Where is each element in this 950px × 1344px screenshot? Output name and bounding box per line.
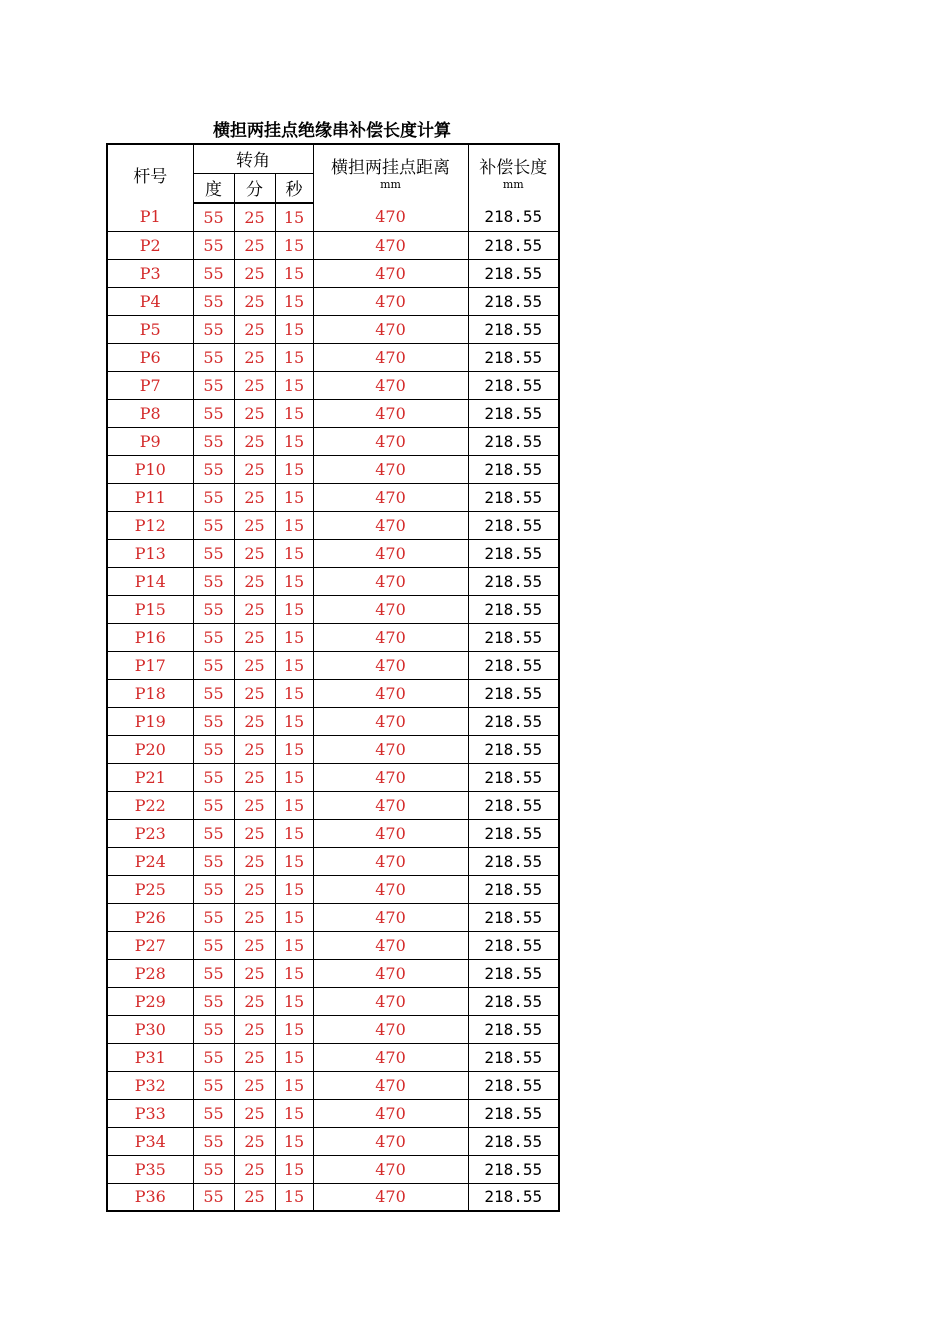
distance-cell: 470 [313, 903, 468, 931]
pole-id-cell: P17 [107, 651, 193, 679]
degree-cell: 55 [193, 903, 234, 931]
table-row [107, 1183, 559, 1211]
pole-id-cell: P2 [107, 231, 193, 259]
distance-cell: 470 [313, 595, 468, 623]
pole-id-cell: P21 [107, 763, 193, 791]
pole-id-cell: P24 [107, 847, 193, 875]
compensation-cell: 218.55 [468, 1099, 559, 1127]
table-row [107, 651, 559, 679]
compensation-cell: 218.55 [468, 1127, 559, 1155]
minute-cell: 25 [234, 651, 275, 679]
table-row [107, 427, 559, 455]
minute-cell: 25 [234, 987, 275, 1015]
pole-id-cell: P9 [107, 427, 193, 455]
second-cell: 15 [275, 203, 313, 231]
compensation-cell: 218.55 [468, 819, 559, 847]
pole-id-cell: P29 [107, 987, 193, 1015]
second-cell: 15 [275, 259, 313, 287]
second-cell: 15 [275, 791, 313, 819]
compensation-table [106, 143, 560, 1212]
distance-cell: 470 [313, 819, 468, 847]
pole-id-cell: P6 [107, 343, 193, 371]
second-cell: 15 [275, 315, 313, 343]
compensation-cell: 218.55 [468, 455, 559, 483]
minute-cell: 25 [234, 1155, 275, 1183]
second-cell: 15 [275, 1099, 313, 1127]
degree-cell: 55 [193, 455, 234, 483]
table-body [107, 203, 559, 1211]
distance-cell: 470 [313, 1183, 468, 1211]
minute-cell: 25 [234, 231, 275, 259]
compensation-cell: 218.55 [468, 651, 559, 679]
minute-cell: 25 [234, 203, 275, 231]
minute-cell: 25 [234, 511, 275, 539]
degree-cell: 55 [193, 763, 234, 791]
compensation-cell: 218.55 [468, 539, 559, 567]
pole-id-cell: P10 [107, 455, 193, 483]
degree-cell: 55 [193, 623, 234, 651]
compensation-cell: 218.55 [468, 231, 559, 259]
pole-id-cell: P15 [107, 595, 193, 623]
distance-cell: 470 [313, 567, 468, 595]
degree-cell: 55 [193, 931, 234, 959]
second-cell: 15 [275, 343, 313, 371]
sheet-title: 横担两挂点绝缘串补偿长度计算 [213, 121, 451, 141]
distance-cell: 470 [313, 539, 468, 567]
table-row [107, 959, 559, 987]
compensation-cell: 218.55 [468, 511, 559, 539]
table-row [107, 679, 559, 707]
degree-cell: 55 [193, 203, 234, 231]
compensation-cell: 218.55 [468, 707, 559, 735]
distance-cell: 470 [313, 1071, 468, 1099]
table-row [107, 1099, 559, 1127]
compensation-cell: 218.55 [468, 427, 559, 455]
compensation-cell: 218.55 [468, 287, 559, 315]
minute-cell: 25 [234, 679, 275, 707]
second-cell: 15 [275, 483, 313, 511]
pole-id-cell: P36 [107, 1183, 193, 1211]
second-cell: 15 [275, 1015, 313, 1043]
distance-cell: 470 [313, 651, 468, 679]
table-row [107, 203, 559, 231]
table-row [107, 343, 559, 371]
compensation-cell: 218.55 [468, 1071, 559, 1099]
degree-cell: 55 [193, 1071, 234, 1099]
header-distance [313, 144, 468, 203]
compensation-cell: 218.55 [468, 595, 559, 623]
second-cell: 15 [275, 455, 313, 483]
distance-cell: 470 [313, 427, 468, 455]
table-row [107, 231, 559, 259]
compensation-cell: 218.55 [468, 567, 559, 595]
compensation-cell: 218.55 [468, 763, 559, 791]
second-cell: 15 [275, 987, 313, 1015]
header-second: 秒 [275, 173, 313, 203]
compensation-cell: 218.55 [468, 259, 559, 287]
degree-cell: 55 [193, 567, 234, 595]
degree-cell: 55 [193, 539, 234, 567]
compensation-cell: 218.55 [468, 371, 559, 399]
degree-cell: 55 [193, 1183, 234, 1211]
minute-cell: 25 [234, 539, 275, 567]
degree-cell: 55 [193, 987, 234, 1015]
degree-cell: 55 [193, 1127, 234, 1155]
minute-cell: 25 [234, 315, 275, 343]
distance-cell: 470 [313, 1155, 468, 1183]
table-row [107, 1071, 559, 1099]
degree-cell: 55 [193, 707, 234, 735]
second-cell: 15 [275, 427, 313, 455]
second-cell: 15 [275, 567, 313, 595]
pole-id-cell: P30 [107, 1015, 193, 1043]
second-cell: 15 [275, 679, 313, 707]
second-cell: 15 [275, 819, 313, 847]
table-row [107, 875, 559, 903]
compensation-cell: 218.55 [468, 987, 559, 1015]
table-row [107, 371, 559, 399]
degree-cell: 55 [193, 315, 234, 343]
table-row [107, 511, 559, 539]
compensation-cell: 218.55 [468, 623, 559, 651]
degree-cell: 55 [193, 959, 234, 987]
degree-cell: 55 [193, 259, 234, 287]
header-compensation [468, 144, 559, 203]
header-compensation-unit: mm [502, 178, 524, 191]
degree-cell: 55 [193, 1015, 234, 1043]
distance-cell: 470 [313, 875, 468, 903]
pole-id-cell: P25 [107, 875, 193, 903]
minute-cell: 25 [234, 875, 275, 903]
distance-cell: 470 [313, 371, 468, 399]
minute-cell: 25 [234, 847, 275, 875]
pole-id-cell: P11 [107, 483, 193, 511]
pole-id-cell: P12 [107, 511, 193, 539]
distance-cell: 470 [313, 287, 468, 315]
distance-cell: 470 [313, 343, 468, 371]
second-cell: 15 [275, 875, 313, 903]
distance-cell: 470 [313, 987, 468, 1015]
compensation-cell: 218.55 [468, 1155, 559, 1183]
minute-cell: 25 [234, 623, 275, 651]
degree-cell: 55 [193, 1155, 234, 1183]
pole-id-cell: P7 [107, 371, 193, 399]
degree-cell: 55 [193, 427, 234, 455]
header-pole: 杆号 [107, 144, 193, 203]
minute-cell: 25 [234, 371, 275, 399]
table-row [107, 259, 559, 287]
minute-cell: 25 [234, 567, 275, 595]
distance-cell: 470 [313, 959, 468, 987]
second-cell: 15 [275, 707, 313, 735]
degree-cell: 55 [193, 511, 234, 539]
minute-cell: 25 [234, 399, 275, 427]
table-row [107, 735, 559, 763]
pole-id-cell: P31 [107, 1043, 193, 1071]
second-cell: 15 [275, 959, 313, 987]
distance-cell: 470 [313, 1015, 468, 1043]
header-degree: 度 [193, 173, 234, 203]
pole-id-cell: P23 [107, 819, 193, 847]
pole-id-cell: P3 [107, 259, 193, 287]
compensation-cell: 218.55 [468, 1043, 559, 1071]
minute-cell: 25 [234, 819, 275, 847]
pole-id-cell: P8 [107, 399, 193, 427]
table-row [107, 1155, 559, 1183]
table-row [107, 847, 559, 875]
degree-cell: 55 [193, 287, 234, 315]
degree-cell: 55 [193, 595, 234, 623]
pole-id-cell: P22 [107, 791, 193, 819]
second-cell: 15 [275, 287, 313, 315]
minute-cell: 25 [234, 1043, 275, 1071]
distance-cell: 470 [313, 259, 468, 287]
compensation-cell: 218.55 [468, 1015, 559, 1043]
table-row [107, 819, 559, 847]
pole-id-cell: P26 [107, 903, 193, 931]
distance-cell: 470 [313, 847, 468, 875]
header-distance-label: 横担两挂点距离 [331, 158, 451, 178]
pole-id-cell: P34 [107, 1127, 193, 1155]
second-cell: 15 [275, 651, 313, 679]
pole-id-cell: P20 [107, 735, 193, 763]
second-cell: 15 [275, 1043, 313, 1071]
minute-cell: 25 [234, 287, 275, 315]
minute-cell: 25 [234, 483, 275, 511]
minute-cell: 25 [234, 1071, 275, 1099]
compensation-cell: 218.55 [468, 203, 559, 231]
header-distance-unit: mm [380, 178, 401, 191]
compensation-cell: 218.55 [468, 959, 559, 987]
second-cell: 15 [275, 399, 313, 427]
compensation-cell: 218.55 [468, 1183, 559, 1211]
degree-cell: 55 [193, 679, 234, 707]
table-row [107, 1043, 559, 1071]
minute-cell: 25 [234, 707, 275, 735]
distance-cell: 470 [313, 1043, 468, 1071]
second-cell: 15 [275, 847, 313, 875]
distance-cell: 470 [313, 231, 468, 259]
minute-cell: 25 [234, 735, 275, 763]
distance-cell: 470 [313, 1099, 468, 1127]
second-cell: 15 [275, 371, 313, 399]
minute-cell: 25 [234, 763, 275, 791]
minute-cell: 25 [234, 259, 275, 287]
second-cell: 15 [275, 623, 313, 651]
distance-cell: 470 [313, 623, 468, 651]
second-cell: 15 [275, 1183, 313, 1211]
pole-id-cell: P19 [107, 707, 193, 735]
distance-cell: 470 [313, 511, 468, 539]
distance-cell: 470 [313, 399, 468, 427]
table-row [107, 567, 559, 595]
compensation-cell: 218.55 [468, 343, 559, 371]
pole-id-cell: P27 [107, 931, 193, 959]
table-row [107, 763, 559, 791]
minute-cell: 25 [234, 455, 275, 483]
table-row [107, 707, 559, 735]
distance-cell: 470 [313, 203, 468, 231]
minute-cell: 25 [234, 1183, 275, 1211]
pole-id-cell: P1 [107, 203, 193, 231]
pole-id-cell: P18 [107, 679, 193, 707]
pole-id-cell: P28 [107, 959, 193, 987]
degree-cell: 55 [193, 847, 234, 875]
minute-cell: 25 [234, 343, 275, 371]
second-cell: 15 [275, 539, 313, 567]
distance-cell: 470 [313, 679, 468, 707]
compensation-cell: 218.55 [468, 875, 559, 903]
header-angle: 转角 [193, 144, 313, 173]
distance-cell: 470 [313, 315, 468, 343]
distance-cell: 470 [313, 763, 468, 791]
second-cell: 15 [275, 1155, 313, 1183]
distance-cell: 470 [313, 707, 468, 735]
header-compensation-label: 补偿长度 [479, 158, 548, 178]
compensation-cell: 218.55 [468, 847, 559, 875]
minute-cell: 25 [234, 427, 275, 455]
degree-cell: 55 [193, 231, 234, 259]
table-row [107, 315, 559, 343]
table-row [107, 455, 559, 483]
table-row [107, 287, 559, 315]
pole-id-cell: P5 [107, 315, 193, 343]
table-row [107, 1127, 559, 1155]
minute-cell: 25 [234, 791, 275, 819]
second-cell: 15 [275, 931, 313, 959]
second-cell: 15 [275, 763, 313, 791]
second-cell: 15 [275, 1127, 313, 1155]
table-row [107, 1015, 559, 1043]
header-minute: 分 [234, 173, 275, 203]
distance-cell: 470 [313, 735, 468, 763]
minute-cell: 25 [234, 595, 275, 623]
pole-id-cell: P4 [107, 287, 193, 315]
degree-cell: 55 [193, 791, 234, 819]
table-row [107, 623, 559, 651]
compensation-cell: 218.55 [468, 679, 559, 707]
degree-cell: 55 [193, 735, 234, 763]
distance-cell: 470 [313, 455, 468, 483]
table-row [107, 399, 559, 427]
distance-cell: 470 [313, 931, 468, 959]
minute-cell: 25 [234, 1127, 275, 1155]
degree-cell: 55 [193, 399, 234, 427]
degree-cell: 55 [193, 875, 234, 903]
degree-cell: 55 [193, 819, 234, 847]
degree-cell: 55 [193, 1043, 234, 1071]
pole-id-cell: P33 [107, 1099, 193, 1127]
second-cell: 15 [275, 595, 313, 623]
second-cell: 15 [275, 735, 313, 763]
degree-cell: 55 [193, 371, 234, 399]
table-row [107, 903, 559, 931]
table-row [107, 483, 559, 511]
second-cell: 15 [275, 903, 313, 931]
compensation-cell: 218.55 [468, 315, 559, 343]
minute-cell: 25 [234, 931, 275, 959]
table-row [107, 987, 559, 1015]
degree-cell: 55 [193, 483, 234, 511]
degree-cell: 55 [193, 343, 234, 371]
pole-id-cell: P35 [107, 1155, 193, 1183]
minute-cell: 25 [234, 959, 275, 987]
compensation-cell: 218.55 [468, 903, 559, 931]
degree-cell: 55 [193, 1099, 234, 1127]
table-row [107, 539, 559, 567]
distance-cell: 470 [313, 483, 468, 511]
compensation-cell: 218.55 [468, 931, 559, 959]
distance-cell: 470 [313, 791, 468, 819]
compensation-cell: 218.55 [468, 399, 559, 427]
table-row [107, 595, 559, 623]
minute-cell: 25 [234, 903, 275, 931]
second-cell: 15 [275, 511, 313, 539]
compensation-cell: 218.55 [468, 791, 559, 819]
compensation-cell: 218.55 [468, 735, 559, 763]
table-row [107, 791, 559, 819]
compensation-cell: 218.55 [468, 483, 559, 511]
pole-id-cell: P13 [107, 539, 193, 567]
distance-cell: 470 [313, 1127, 468, 1155]
table-row [107, 931, 559, 959]
pole-id-cell: P14 [107, 567, 193, 595]
degree-cell: 55 [193, 651, 234, 679]
pole-id-cell: P32 [107, 1071, 193, 1099]
pole-id-cell: P16 [107, 623, 193, 651]
minute-cell: 25 [234, 1099, 275, 1127]
second-cell: 15 [275, 231, 313, 259]
minute-cell: 25 [234, 1015, 275, 1043]
second-cell: 15 [275, 1071, 313, 1099]
